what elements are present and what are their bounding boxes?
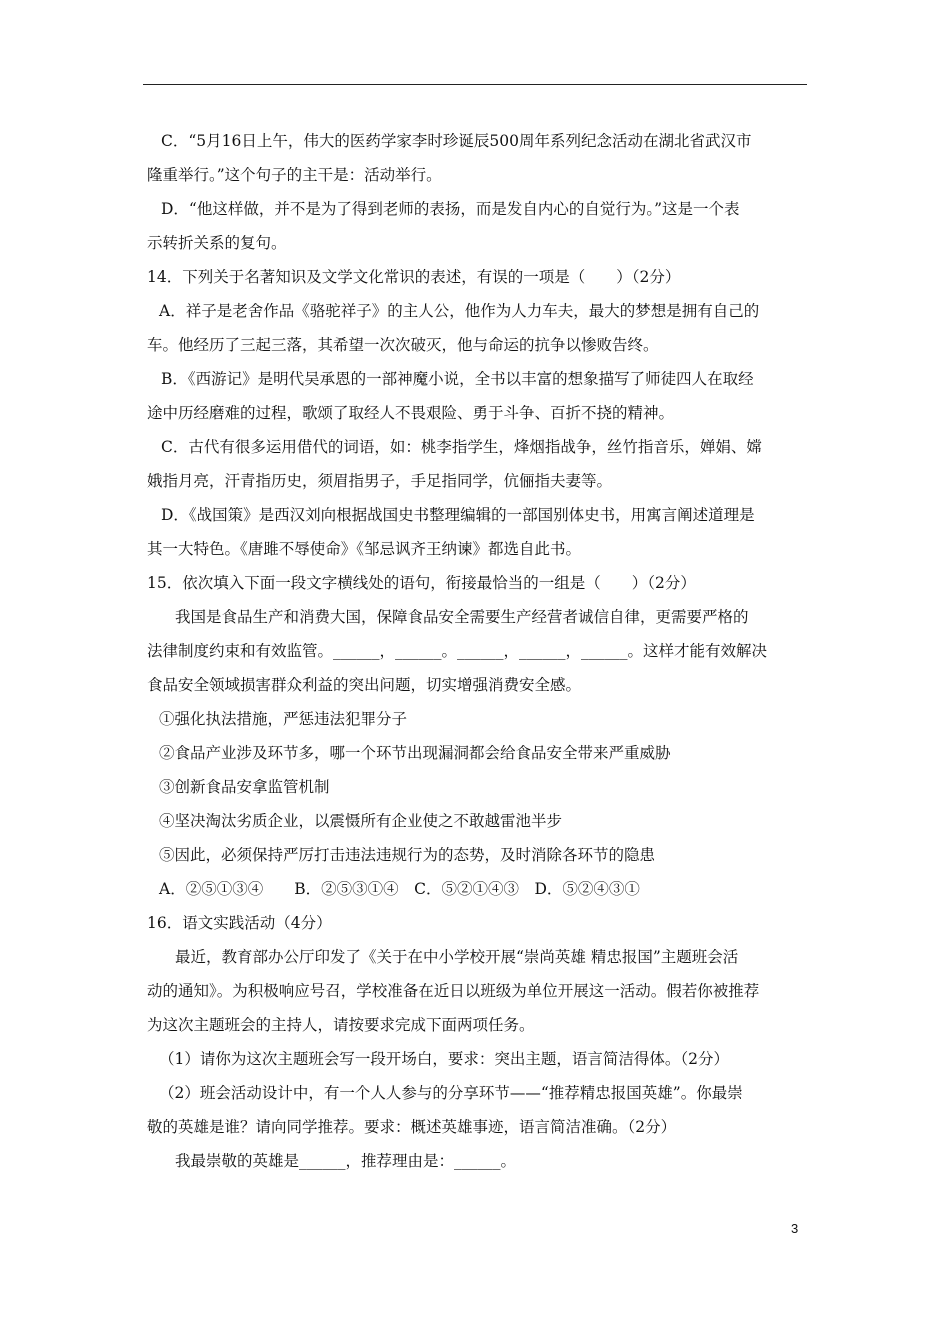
q15-item-5: ⑤因此，必须保持严厉打击违法违规行为的态势，及时消除各环节的隐患 xyxy=(159,846,656,864)
q13-option-c-line2: 隆重举行。”这个句子的主干是：活动举行。 xyxy=(147,166,442,184)
q15-paragraph-line1: 我国是食品生产和消费大国，保障食品安全需要生产经营者诚信自律，更需要严格的 xyxy=(175,608,749,626)
q15-paragraph-line3: 食品安全领域损害群众利益的突出问题，切实增强消费安全感。 xyxy=(147,676,582,694)
q15-paragraph-line2: 法律制度约束和有效监管。______，______。______，______，______。这样才能有效解决 xyxy=(147,642,768,660)
q16-paragraph-line1: 最近，教育部办公厅印发了《关于在中小学校开展“崇尚英雄 精忠报国”主题班会活 xyxy=(175,948,739,966)
q15-item-4: ④坚决淘汰劣质企业，以震慑所有企业使之不敢越雷池半步 xyxy=(159,812,563,830)
q16-task-1: （1）请你为这次主题班会写一段开场白，要求：突出主题，语言简洁得体。（2分） xyxy=(159,1050,729,1068)
page-number: 3 xyxy=(791,1221,799,1236)
q16-paragraph-line3: 为这次主题班会的主持人，请按要求完成下面两项任务。 xyxy=(147,1016,535,1034)
q14-option-b-line2: 途中历经磨难的过程，歌颂了取经人不畏艰险、勇于斗争、百折不挠的精神。 xyxy=(147,404,675,422)
header-rule xyxy=(143,84,807,85)
q15-item-3: ③创新食品安拿监管机制 xyxy=(159,778,330,796)
q15-answer-options: A．②⑤①③④ B．②⑤③①④ C．⑤②①④③ D．⑤②④③① xyxy=(159,880,640,898)
q15-stem: 15．依次填入下面一段文字横线处的语句，衔接最恰当的一组是（ ）（2分） xyxy=(147,574,696,592)
q15-item-2: ②食品产业涉及环节多，哪一个环节出现漏洞都会给食品安全带来严重威胁 xyxy=(159,744,671,762)
q16-paragraph-line2: 动的通知》。为积极响应号召，学校准备在近日以班级为单位开展这一活动。假若你被推荐 xyxy=(147,982,760,1000)
q13-option-d-line2: 示转折关系的复句。 xyxy=(147,234,287,252)
q16-stem: 16．语文实践活动（4分） xyxy=(147,914,332,932)
q16-answer-line: 我最崇敬的英雄是______，推荐理由是：______。 xyxy=(175,1152,517,1170)
q14-option-a-line2: 车。他经历了三起三落，其希望一次次破灭，他与命运的抗争以惨败告终。 xyxy=(147,336,659,354)
q14-option-b-line1: B．《西游记》是明代吴承恩的一部神魔小说，全书以丰富的想象描写了师徒四人在取经 xyxy=(161,370,754,388)
q15-item-1: ①强化执法措施，严惩违法犯罪分子 xyxy=(159,710,408,728)
q14-stem: 14．下列关于名著知识及文学文化常识的表述，有误的一项是（ ）（2分） xyxy=(147,268,681,286)
q16-task-2-line1: （2）班会活动设计中，有一个人人参与的分享环节——“推荐精忠报国英雄”。你最崇 xyxy=(159,1084,743,1102)
q13-option-d-line1: D．“他这样做，并不是为了得到老师的表扬，而是发自内心的自觉行为。”这是一个表 xyxy=(161,200,740,218)
q14-option-c-line2: 娥指月亮，汗青指历史，须眉指男子，手足指同学，伉俪指夫妻等。 xyxy=(147,472,613,490)
q13-option-c-line1: C．“5月16日上午，伟大的医药学家李时珍诞辰500周年系列纪念活动在湖北省武汉市 xyxy=(161,132,752,150)
q14-option-c-line1: C．古代有很多运用借代的词语，如：桃李指学生，烽烟指战争，丝竹指音乐，婵娟、嫦 xyxy=(161,438,762,456)
q14-option-d-line1: D．《战国策》是西汉刘向根据战国史书整理编辑的一部国别体史书，用寓言阐述道理是 xyxy=(161,506,755,524)
q14-option-d-line2: 其一大特色。《唐雎不辱使命》《邹忌讽齐王纳谏》都选自此书。 xyxy=(147,540,582,558)
q14-option-a-line1: A．祥子是老舍作品《骆驼祥子》的主人公，他作为人力车夫，最大的梦想是拥有自己的 xyxy=(159,302,760,320)
page-content xyxy=(147,124,807,1178)
q16-task-2-line2: 敬的英雄是谁？请向同学推荐。要求：概述英雄事迹，语言简洁准确。（2分） xyxy=(147,1118,677,1136)
